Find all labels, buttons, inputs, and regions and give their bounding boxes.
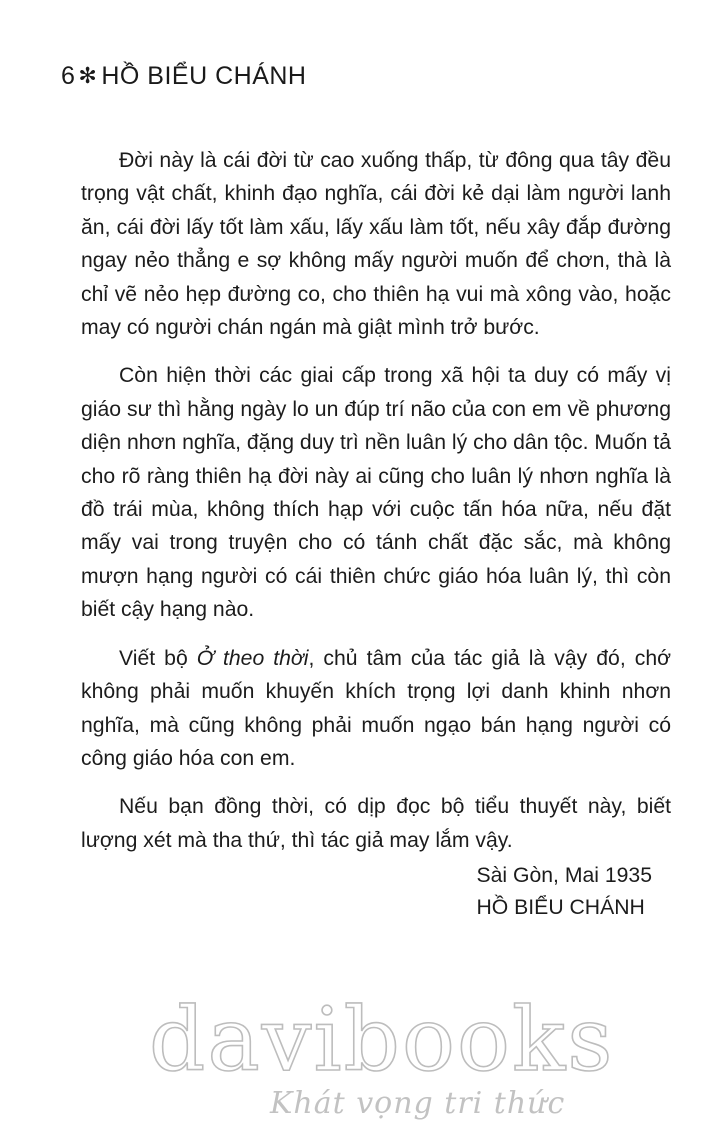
asterisk-ornament-icon: ✻: [78, 63, 98, 88]
header-author: HỒ BIỂU CHÁNH: [101, 62, 307, 90]
paragraph-3-rest: , chủ tâm của tác giả là vậy đó, chớ không phải muốn khuyến khích trọng lợi danh khinh nhơn nghĩa, mà cũng không phải muốn ngạo bán hạng người có công giáo hóa con em.: [81, 646, 672, 770]
paragraph-3-lead: Viết bộ: [119, 646, 197, 670]
paragraph-4: Nếu bạn đồng thời, có dịp đọc bộ tiểu thuyết này, biết lượng xét mà tha thứ, thì tác giả may lắm vậy.: [81, 795, 671, 852]
signature-place-date: Sài Gòn, Mai 1935: [476, 864, 652, 887]
body-text: [81, 144, 671, 857]
watermark: [0, 990, 704, 1129]
paragraph-2: Còn hiện thời các giai cấp trong xã hội ta duy có mấy vị giáo sư thì hằng ngày lo un đúp trí não của con em về phương diện nhơn nghĩa, đặng duy trì nền luân lý cho dân tộc. Muốn tả cho rõ ràng thiên hạ đời này ai cũng cho luân lý nhơn nghĩa là đồ trái mùa, không thích hạp với cuộc tấn hóa nữa, nếu đặt mấy vai trong truyện cho có tánh chất đặc sắc, mà không mượn hạng người có cái thiên chức giáo hóa luân lý, thì còn biết cậy hạng nào.: [81, 364, 671, 622]
paragraph-3: [81, 642, 671, 776]
page-number: 6: [61, 62, 76, 90]
book-title: Ở theo thời: [196, 646, 309, 670]
watermark-tagline: Khát vọng tri thức: [270, 1086, 566, 1121]
running-header: [61, 62, 306, 91]
signature-block: [477, 860, 653, 924]
signature-name: HỒ BIỂU CHÁNH: [476, 896, 645, 919]
watermark-brand: davibooks: [149, 988, 615, 1091]
paragraph-1: Đời này là cái đời từ cao xuống thấp, từ đông qua tây đều trọng vật chất, khinh đạo nghĩa, cái đời kẻ dại làm người lanh ăn, cái đời lấy tốt làm xấu, lấy xấu làm tốt, nếu xây đắp đường ngay nẻo thẳng e sợ không mấy người muốn để chơn, thà là chỉ vẽ nẻo hẹp đường co, cho thiên hạ vui mà xông vào, hoặc may có người chán ngán mà giật mình trở bước.: [81, 149, 671, 340]
